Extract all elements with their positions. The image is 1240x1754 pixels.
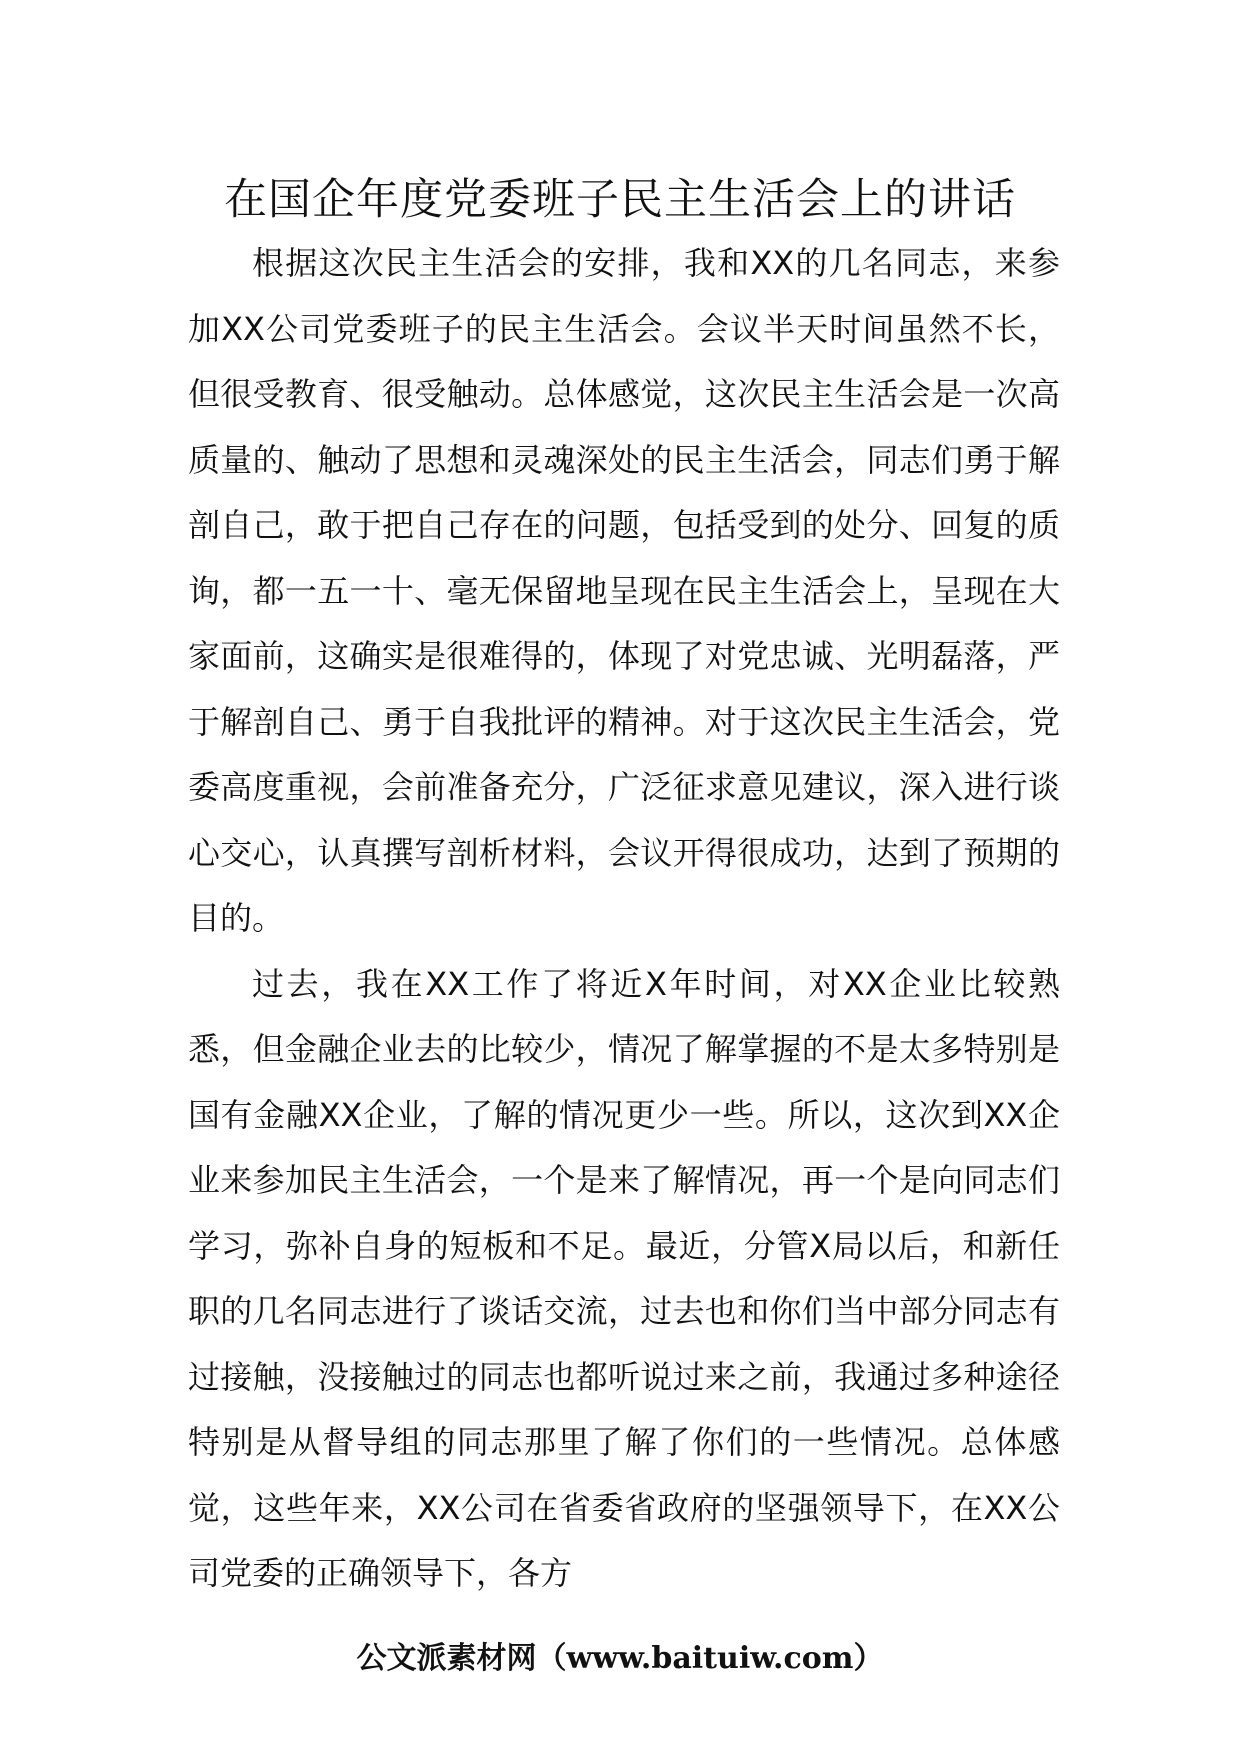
footer-watermark: 公文派素材网（www.baituiw.com） (356, 1641, 884, 1676)
paragraph-2: 过去，我在XX工作了将近X年时间，对XX企业比较熟悉，但金融企业去的比较少，情况了解掌握的不是太多特别是国有金融XX企业，了解的情况更少一些。所以，这次到XX企业来参加民主生活会，一个是来了解情况，再一个是向同志们学习，弥补自身的短板和不足。最近，分管X局以后，和新任职的几名同志进行了谈话交流，过去也和你们当中部分同志有过接触，没接触过的同志也都听说过来之前，我通过多种途径特别是从督导组的同志那里了解了你们的一些情况。总体感觉，这些年来，XX公司在省委省政府的坚强领导下，在XX公司党委的正确领导下，各方 (188, 964, 1060, 1592)
paragraph-1: 根据这次民主生活会的安排，我和XX的几名同志，来参加XX公司党委班子的民主生活会。会议半天时间虽然不长，但很受教育、很受触动。总体感觉，这次民主生活会是一次高质量的、触动了思想和灵魂深处的民主生活会，同志们勇于解剖自己，敢于把自己存在的问题，包括受到的处分、回复的质询，都一五一十、毫无保留地呈现在民主生活会上，呈现在大家面前，这确实是很难得的，体现了对党忠诚、光明磊落，严于解剖自己、勇于自我批评的精神。对于这次民主生活会，党委高度重视，会前准备充分，广泛征求意见建议，深入进行谈心交心，认真撰写剖析材料，会议开得很成功，达到了预期的目的。 (188, 244, 1060, 937)
document-title: 在国企年度党委班子民主生活会上的讲话 (224, 175, 1016, 225)
document-body (188, 231, 1060, 1607)
